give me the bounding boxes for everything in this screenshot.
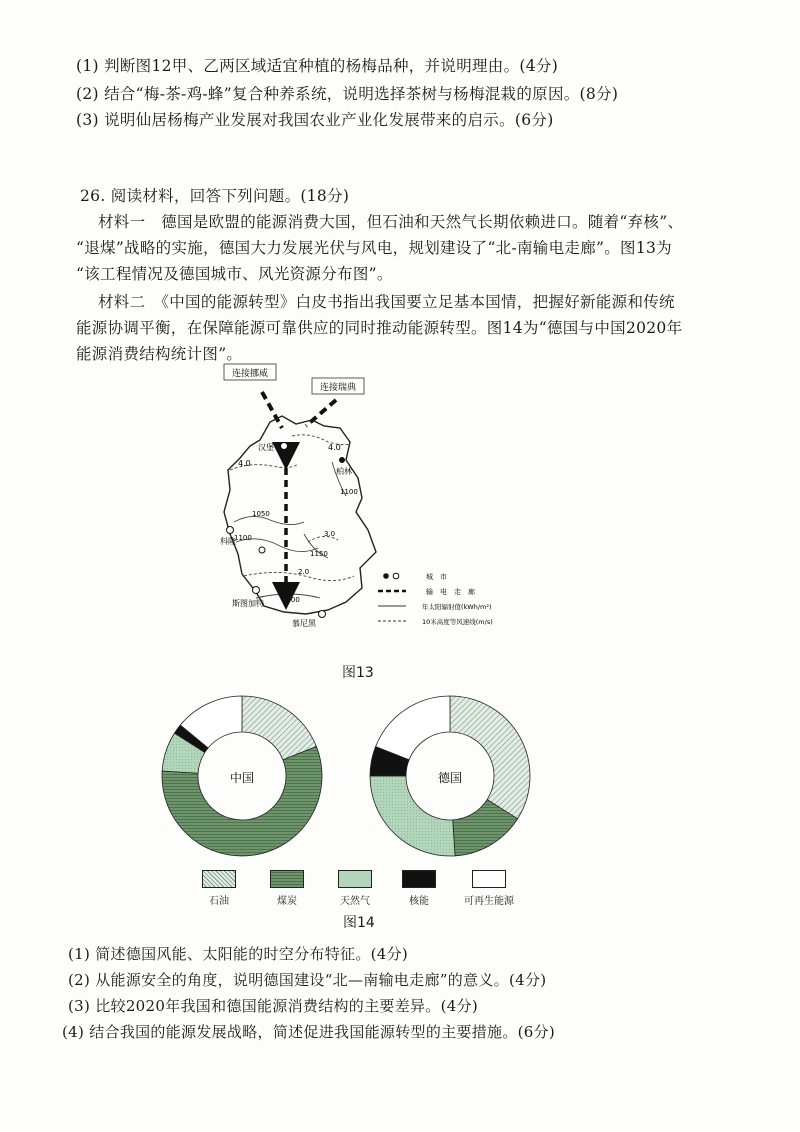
city-stuttgart: 斯图加特 (232, 599, 264, 608)
iso-label-1050: 1050 (252, 510, 270, 518)
material1-line-1: 材料一 德国是欧盟的能源消费大国，但石油和天然气长期依赖进口。随着“弃核”、 (98, 213, 684, 231)
legend-renewable-swatch (472, 870, 506, 888)
legend-city: 城 市 (426, 573, 447, 581)
city-hamburg-marker (281, 443, 288, 450)
energy-structure-charts (160, 686, 580, 866)
legend-renewable-label: 可再生能源 (464, 896, 514, 907)
question-26-2: (2) 从能源安全的角度，说明德国建设“北—南输电走廊”的意义。(4分) (68, 971, 547, 989)
callout-sweden: 连接瑞典 (319, 383, 357, 393)
city-mid-marker (259, 547, 265, 553)
city-stuttgart-marker (253, 587, 260, 594)
iso-label-2: 2.0 (298, 568, 310, 576)
prev-question-3: (3) 说明仙居杨梅产业发展对我国农业产业化发展带来的启示。(6分) (76, 111, 554, 129)
legend-nuclear-label: 核能 (409, 896, 429, 907)
material1-line-2: “退煤”战略的实施，德国大力发展光伏与风电，规划建设了“北-南输电走廊”。图13为 (76, 239, 672, 257)
link-sweden (306, 400, 336, 426)
figure-13-caption: 图13 (342, 665, 374, 681)
city-munich: 慕尼黑 (292, 619, 316, 628)
germany-outline (224, 416, 376, 614)
legend-coal-swatch (270, 870, 304, 888)
city-munich-marker (319, 611, 326, 618)
legend-solar: 年太阳辐射值(kWh/m²) (422, 603, 492, 611)
legend-gas-label: 天然气 (340, 896, 370, 907)
donut-germany-slice-gas (370, 776, 455, 856)
legend-coal-label: 煤炭 (277, 896, 297, 907)
city-hamburg: 汉堡 (258, 443, 274, 452)
germany-energy-map (200, 362, 530, 642)
legend-oil (184, 870, 254, 907)
legend-nuclear (384, 870, 454, 907)
material1-line-3: “该工程情况及德国城市、风光资源分布图”。 (76, 265, 393, 283)
legend-city-circle (393, 573, 399, 579)
legend-gas (320, 870, 390, 907)
donut-china-slice-oil (242, 696, 316, 760)
legend-coal (252, 870, 322, 907)
prev-question-1: (1) 判断图12甲、乙两区域适宜种植的杨梅品种，并说明理由。(4分) (76, 57, 559, 75)
legend-nuclear-swatch (402, 870, 436, 888)
iso-label-4-left: 4.0 (238, 459, 251, 468)
legend-gas-swatch (338, 870, 372, 888)
link-norway (262, 392, 282, 428)
material2-line-1: 材料二 《中国的能源转型》白皮书指出我国要立足基本国情，把握好新能源和传统 (98, 293, 675, 311)
prev-question-2: (2) 结合“梅-茶-鸡-蜂”复合种养系统，说明选择茶树与杨梅混栽的原因。(8分) (76, 85, 619, 103)
iso-label-1200: 1200 (282, 596, 300, 604)
iso-label-1100-mid: 1100 (234, 534, 252, 542)
legend-corridor: 输 电 走 廊 (426, 588, 475, 596)
city-cologne-marker (227, 527, 234, 534)
city-cologne: 科隆 (220, 537, 236, 546)
legend-city-dot (383, 573, 389, 579)
figure-14-caption: 图14 (343, 915, 375, 931)
iso-label-4-top: 4.0 (328, 443, 341, 452)
callout-norway: 连接挪威 (231, 369, 269, 379)
legend-wind: 10米高度等风速线(m/s) (422, 618, 493, 626)
isoline-wind-4-top (292, 435, 350, 445)
city-berlin-marker (339, 457, 345, 463)
question-26-3: (3) 比较2020年我国和德国能源消费结构的主要差异。(4分) (68, 997, 479, 1015)
iso-label-3: 3.0 (324, 530, 336, 538)
legend-oil-swatch (202, 870, 236, 888)
donut-germany-label: 德国 (437, 771, 463, 785)
iso-label-1100-right: 1100 (340, 488, 358, 496)
donut-china-label: 中国 (229, 771, 255, 785)
question-26-4: (4) 结合我国的能源发展战略，简述促进我国能源转型的主要措施。(6分) (62, 1023, 556, 1041)
city-berlin: 柏林 (336, 467, 352, 476)
question-26-heading: 26. 阅读材料，回答下列问题。(18分) (80, 187, 350, 205)
donut-germany-slice-renewable (376, 696, 450, 760)
question-26-1: (1) 简述德国风能、太阳能的时空分布特征。(4分) (68, 945, 409, 963)
material2-line-2: 能源协调平衡，在保障能源可靠供应的同时推动能源转型。图14为“德国与中国2020年 (76, 319, 683, 337)
legend-renewable (454, 870, 524, 907)
legend-oil-label: 石油 (209, 896, 229, 907)
iso-label-1150: 1150 (310, 550, 328, 558)
donut-germany-slice-oil (450, 696, 530, 819)
material2-line-3: 能源消费结构统计图”。 (76, 345, 243, 363)
